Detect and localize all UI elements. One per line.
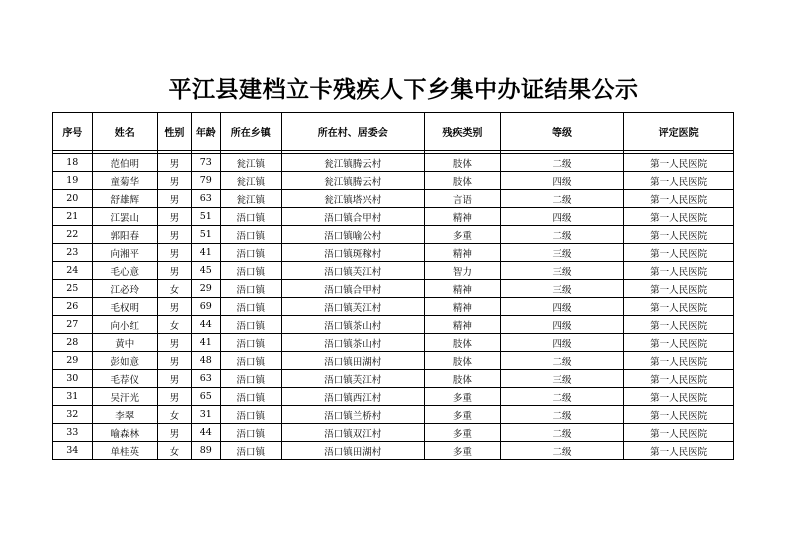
table-row [53, 154, 734, 172]
village-cell: 浯口镇芙江村 [281, 298, 424, 316]
disability-type-cell: 多重 [424, 424, 500, 442]
age-cell: 65 [191, 388, 220, 406]
village-cell: 浯口镇芙江村 [281, 370, 424, 388]
name-cell: 郭阳春 [92, 226, 157, 244]
table-row [53, 280, 734, 298]
gender-cell: 男 [157, 208, 191, 226]
name-cell: 舒雄辉 [92, 190, 157, 208]
hospital-cell: 第一人民医院 [624, 352, 734, 370]
table-row [53, 406, 734, 424]
grade-cell: 二级 [500, 352, 624, 370]
village-cell: 瓮江镇腾云村 [281, 154, 424, 172]
serial-cell: 29 [53, 352, 93, 370]
age-cell: 73 [191, 154, 220, 172]
town-cell: 浯口镇 [220, 316, 281, 334]
table-row [53, 352, 734, 370]
table-row [53, 442, 734, 460]
name-cell: 向小红 [92, 316, 157, 334]
hospital-cell: 第一人民医院 [624, 154, 734, 172]
table-body [53, 151, 734, 460]
column-header-name: 姓名 [92, 113, 157, 151]
serial-cell: 19 [53, 172, 93, 190]
table-row [53, 226, 734, 244]
serial-cell: 33 [53, 424, 93, 442]
grade-cell: 二级 [500, 388, 624, 406]
town-cell: 浯口镇 [220, 280, 281, 298]
column-header-hospital: 评定医院 [624, 113, 734, 151]
village-cell: 浯口镇斑稼村 [281, 244, 424, 262]
village-cell: 浯口镇合甲村 [281, 280, 424, 298]
gender-cell: 女 [157, 442, 191, 460]
age-cell: 79 [191, 172, 220, 190]
disability-type-cell: 智力 [424, 262, 500, 280]
town-cell: 浯口镇 [220, 262, 281, 280]
village-cell: 浯口镇茶山村 [281, 316, 424, 334]
grade-cell: 三级 [500, 262, 624, 280]
name-cell: 童菊华 [92, 172, 157, 190]
hospital-cell: 第一人民医院 [624, 298, 734, 316]
disability-type-cell: 肢体 [424, 352, 500, 370]
serial-cell: 27 [53, 316, 93, 334]
gender-cell: 男 [157, 190, 191, 208]
gender-cell: 女 [157, 280, 191, 298]
column-header-grade: 等级 [500, 113, 624, 151]
disability-type-cell: 肢体 [424, 370, 500, 388]
serial-cell: 18 [53, 154, 93, 172]
name-cell: 毛荐仪 [92, 370, 157, 388]
village-cell: 浯口镇兰桥村 [281, 406, 424, 424]
age-cell: 63 [191, 370, 220, 388]
gender-cell: 男 [157, 244, 191, 262]
name-cell: 李翠 [92, 406, 157, 424]
hospital-cell: 第一人民医院 [624, 226, 734, 244]
serial-cell: 30 [53, 370, 93, 388]
hospital-cell: 第一人民医院 [624, 388, 734, 406]
table-row [53, 424, 734, 442]
serial-cell: 20 [53, 190, 93, 208]
disability-type-cell: 多重 [424, 442, 500, 460]
name-cell: 向湘平 [92, 244, 157, 262]
hospital-cell: 第一人民医院 [624, 280, 734, 298]
grade-cell: 四级 [500, 298, 624, 316]
age-cell: 41 [191, 244, 220, 262]
serial-cell: 24 [53, 262, 93, 280]
village-cell: 浯口镇芙江村 [281, 262, 424, 280]
gender-cell: 男 [157, 370, 191, 388]
age-cell: 44 [191, 316, 220, 334]
hospital-cell: 第一人民医院 [624, 172, 734, 190]
disability-type-cell: 精神 [424, 280, 500, 298]
town-cell: 浯口镇 [220, 334, 281, 352]
disability-type-cell: 肢体 [424, 172, 500, 190]
serial-cell: 21 [53, 208, 93, 226]
serial-cell: 25 [53, 280, 93, 298]
town-cell: 浯口镇 [220, 406, 281, 424]
name-cell: 江必玲 [92, 280, 157, 298]
serial-cell: 22 [53, 226, 93, 244]
hospital-cell: 第一人民医院 [624, 262, 734, 280]
name-cell: 喻森林 [92, 424, 157, 442]
village-cell: 浯口镇田湖村 [281, 442, 424, 460]
town-cell: 浯口镇 [220, 352, 281, 370]
village-cell: 浯口镇茶山村 [281, 334, 424, 352]
serial-cell: 28 [53, 334, 93, 352]
village-cell: 浯口镇双江村 [281, 424, 424, 442]
column-header-age: 年龄 [191, 113, 220, 151]
age-cell: 31 [191, 406, 220, 424]
grade-cell: 二级 [500, 442, 624, 460]
name-cell: 毛心意 [92, 262, 157, 280]
village-cell: 瓮江镇塔兴村 [281, 190, 424, 208]
name-cell: 毛权明 [92, 298, 157, 316]
village-cell: 浯口镇西江村 [281, 388, 424, 406]
hospital-cell: 第一人民医院 [624, 334, 734, 352]
table-header-row [53, 113, 734, 151]
hospital-cell: 第一人民医院 [624, 424, 734, 442]
grade-cell: 三级 [500, 244, 624, 262]
age-cell: 29 [191, 280, 220, 298]
table-row [53, 190, 734, 208]
gender-cell: 男 [157, 424, 191, 442]
age-cell: 51 [191, 226, 220, 244]
village-cell: 瓮江镇腾云村 [281, 172, 424, 190]
column-header-gender: 性别 [157, 113, 191, 151]
hospital-cell: 第一人民医院 [624, 208, 734, 226]
table-row [53, 208, 734, 226]
grade-cell: 四级 [500, 208, 624, 226]
town-cell: 浯口镇 [220, 388, 281, 406]
gender-cell: 男 [157, 226, 191, 244]
village-cell: 浯口镇喻公村 [281, 226, 424, 244]
grade-cell: 四级 [500, 334, 624, 352]
town-cell: 浯口镇 [220, 298, 281, 316]
name-cell: 江罢山 [92, 208, 157, 226]
disability-type-cell: 精神 [424, 316, 500, 334]
grade-cell: 三级 [500, 280, 624, 298]
serial-cell: 26 [53, 298, 93, 316]
table-row [53, 298, 734, 316]
disability-type-cell: 言语 [424, 190, 500, 208]
column-header-serial: 序号 [53, 113, 93, 151]
name-cell: 单桂英 [92, 442, 157, 460]
name-cell: 黄中 [92, 334, 157, 352]
hospital-cell: 第一人民医院 [624, 316, 734, 334]
column-header-town: 所在乡镇 [220, 113, 281, 151]
town-cell: 浯口镇 [220, 226, 281, 244]
village-cell: 浯口镇合甲村 [281, 208, 424, 226]
gender-cell: 男 [157, 262, 191, 280]
name-cell: 吴汗光 [92, 388, 157, 406]
disability-type-cell: 肢体 [424, 334, 500, 352]
name-cell: 范伯明 [92, 154, 157, 172]
table-row [53, 334, 734, 352]
town-cell: 浯口镇 [220, 370, 281, 388]
grade-cell: 二级 [500, 406, 624, 424]
age-cell: 63 [191, 190, 220, 208]
table-row [53, 172, 734, 190]
gender-cell: 女 [157, 406, 191, 424]
table-row [53, 388, 734, 406]
table-row [53, 316, 734, 334]
hospital-cell: 第一人民医院 [624, 406, 734, 424]
grade-cell: 二级 [500, 154, 624, 172]
gender-cell: 男 [157, 352, 191, 370]
disability-type-cell: 精神 [424, 208, 500, 226]
gender-cell: 男 [157, 388, 191, 406]
table-row [53, 244, 734, 262]
hospital-cell: 第一人民医院 [624, 244, 734, 262]
disability-type-cell: 精神 [424, 244, 500, 262]
town-cell: 浯口镇 [220, 424, 281, 442]
hospital-cell: 第一人民医院 [624, 190, 734, 208]
name-cell: 彭如意 [92, 352, 157, 370]
column-header-disability-type: 残疾类别 [424, 113, 500, 151]
town-cell: 浯口镇 [220, 442, 281, 460]
grade-cell: 二级 [500, 190, 624, 208]
grade-cell: 四级 [500, 172, 624, 190]
results-table [52, 112, 734, 460]
disability-type-cell: 精神 [424, 298, 500, 316]
gender-cell: 男 [157, 154, 191, 172]
table-row [53, 262, 734, 280]
grade-cell: 四级 [500, 316, 624, 334]
gender-cell: 男 [157, 298, 191, 316]
town-cell: 瓮江镇 [220, 190, 281, 208]
disability-type-cell: 多重 [424, 226, 500, 244]
town-cell: 瓮江镇 [220, 154, 281, 172]
town-cell: 浯口镇 [220, 208, 281, 226]
age-cell: 41 [191, 334, 220, 352]
age-cell: 45 [191, 262, 220, 280]
serial-cell: 32 [53, 406, 93, 424]
age-cell: 69 [191, 298, 220, 316]
serial-cell: 31 [53, 388, 93, 406]
gender-cell: 男 [157, 334, 191, 352]
age-cell: 51 [191, 208, 220, 226]
age-cell: 44 [191, 424, 220, 442]
gender-cell: 男 [157, 172, 191, 190]
town-cell: 浯口镇 [220, 244, 281, 262]
serial-cell: 34 [53, 442, 93, 460]
serial-cell: 23 [53, 244, 93, 262]
page-title: 平江县建档立卡残疾人下乡集中办证结果公示 [168, 77, 639, 103]
town-cell: 瓮江镇 [220, 172, 281, 190]
grade-cell: 二级 [500, 226, 624, 244]
village-cell: 浯口镇田湖村 [281, 352, 424, 370]
age-cell: 48 [191, 352, 220, 370]
hospital-cell: 第一人民医院 [624, 370, 734, 388]
grade-cell: 二级 [500, 424, 624, 442]
hospital-cell: 第一人民医院 [624, 442, 734, 460]
grade-cell: 三级 [500, 370, 624, 388]
gender-cell: 女 [157, 316, 191, 334]
disability-type-cell: 多重 [424, 388, 500, 406]
disability-type-cell: 肢体 [424, 154, 500, 172]
column-header-village: 所在村、居委会 [281, 113, 424, 151]
table-row [53, 370, 734, 388]
disability-type-cell: 多重 [424, 406, 500, 424]
age-cell: 89 [191, 442, 220, 460]
